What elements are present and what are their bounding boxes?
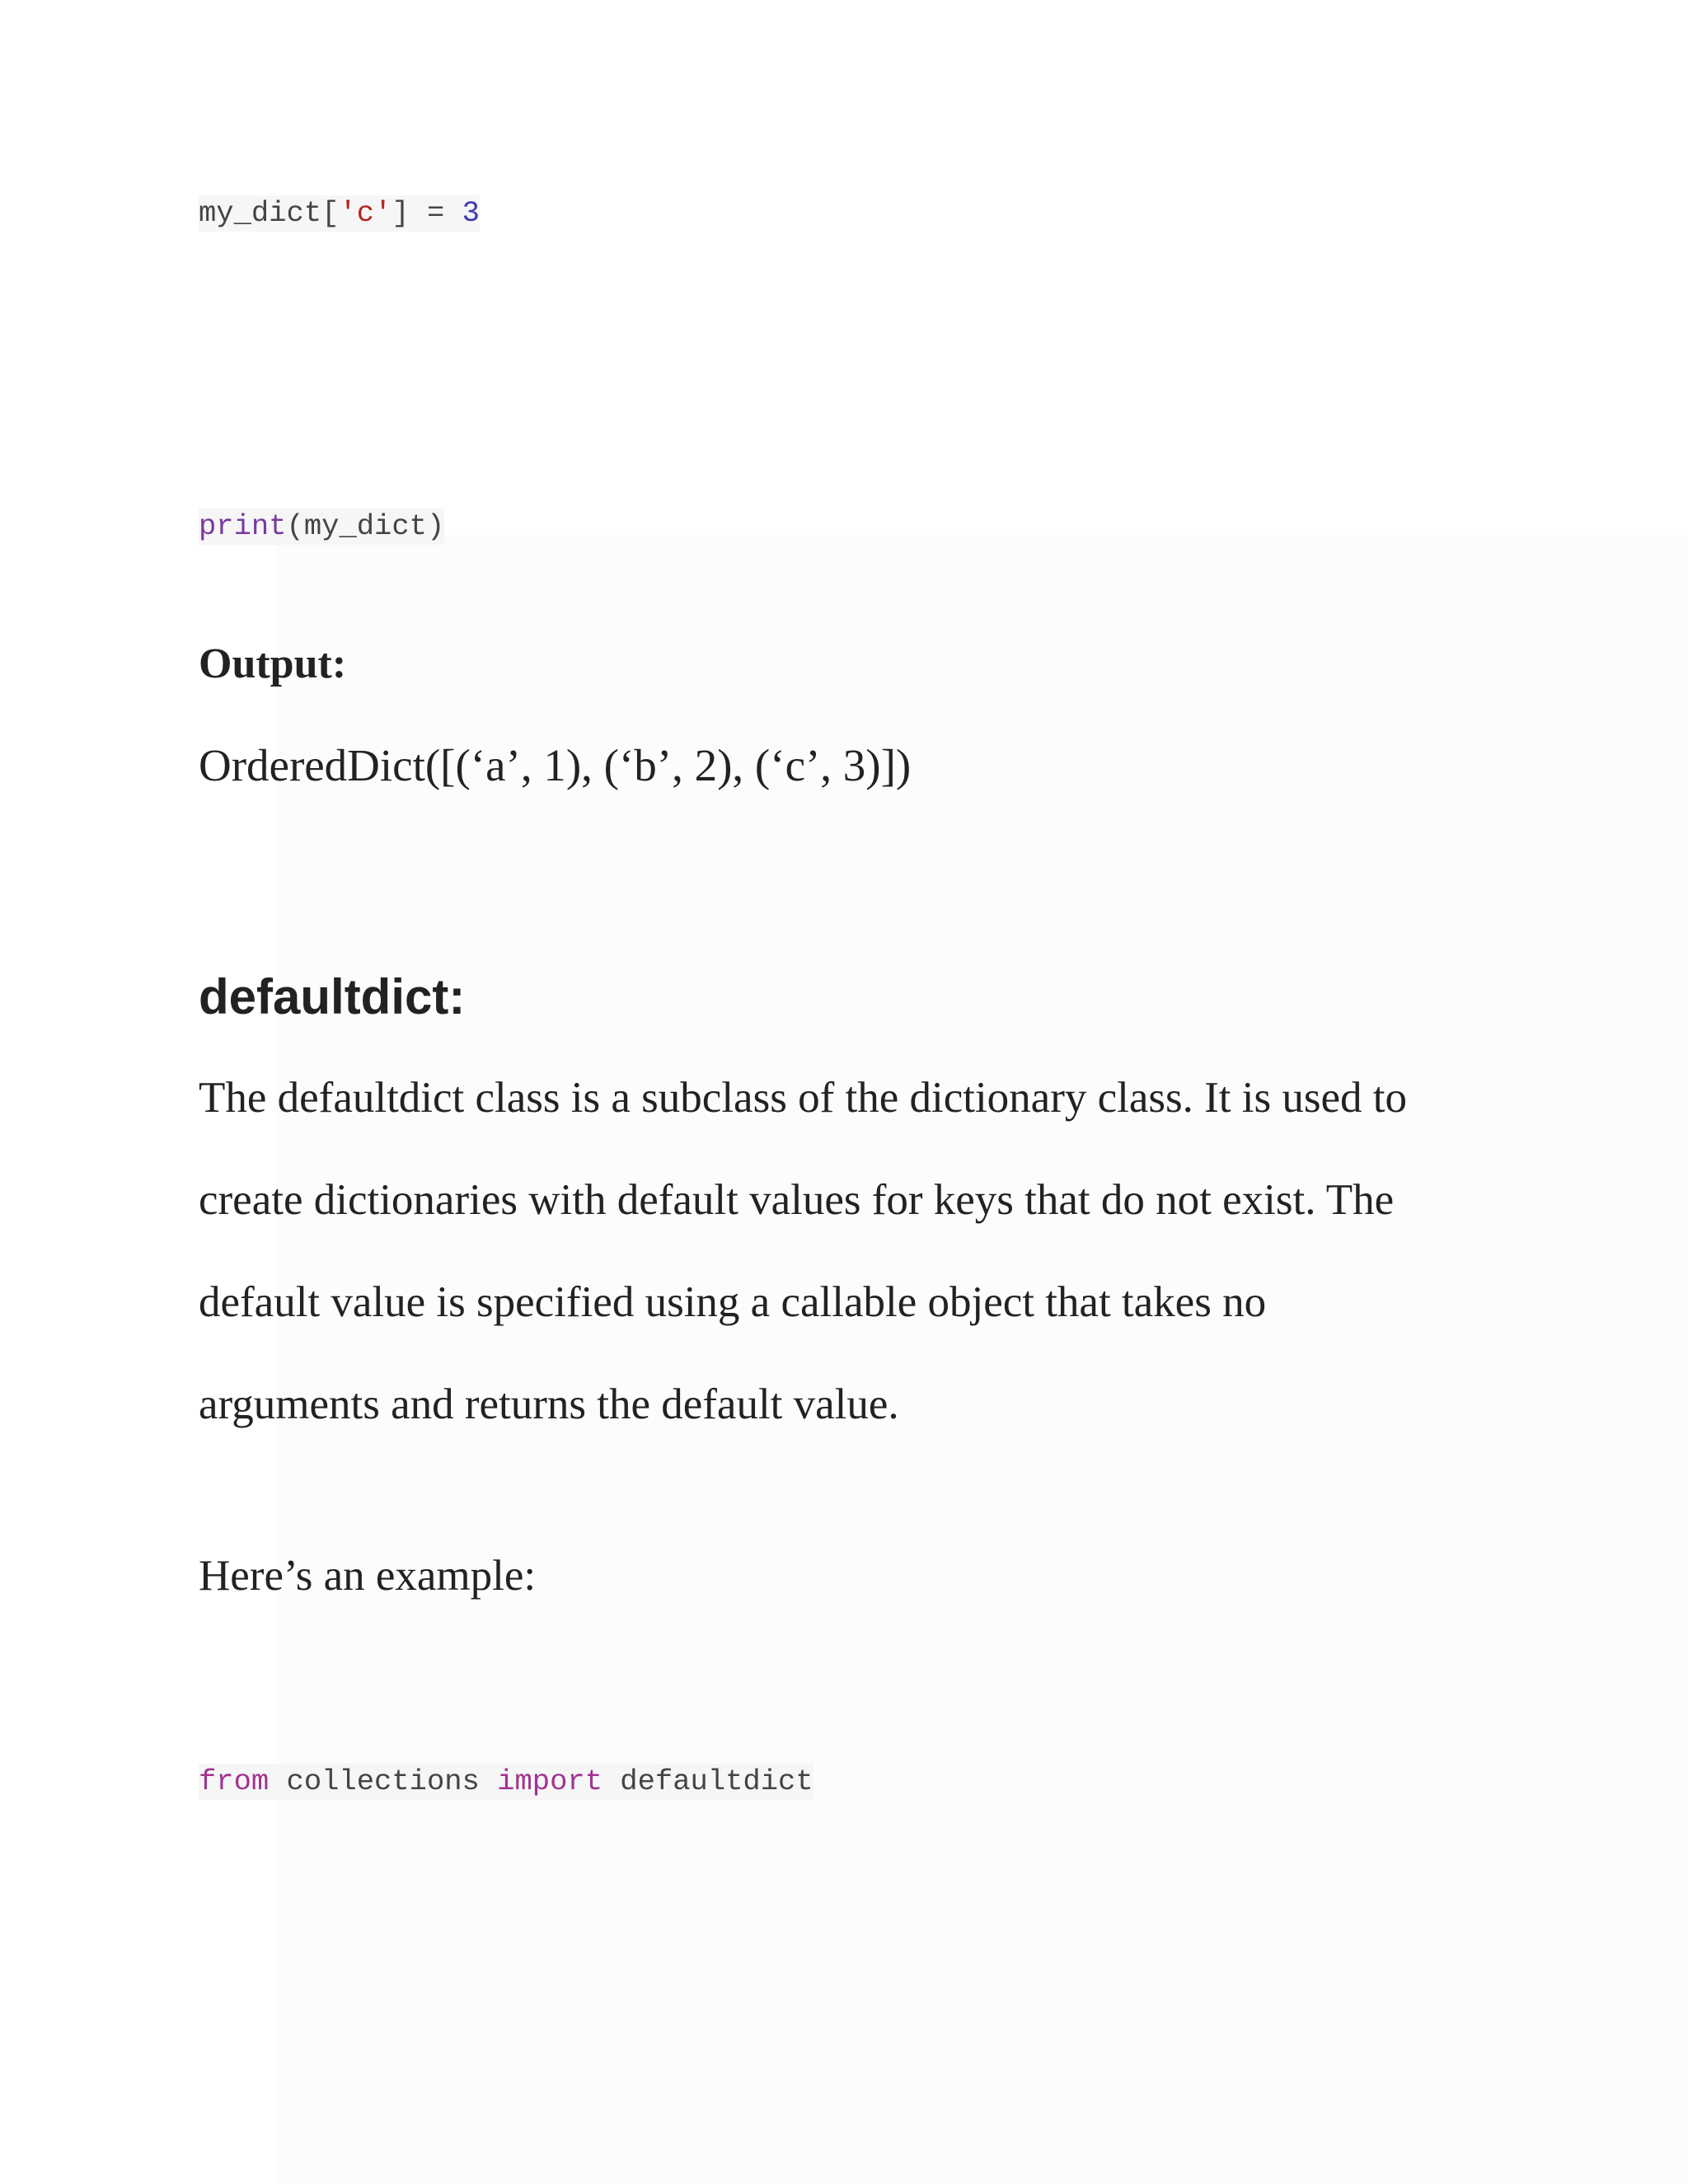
code-variable: my_dict <box>199 196 322 230</box>
code-bracket-close: ] <box>392 196 410 230</box>
code-args: (my_dict) <box>286 509 445 543</box>
code-line-assign <box>199 195 480 232</box>
code-keyword-from: from <box>199 1765 270 1798</box>
code-import-name: defaultdict <box>603 1765 814 1798</box>
code-string-key: 'c' <box>339 196 392 230</box>
paragraph-line: create dictionaries with default values for keys that do not exist. The <box>199 1176 1395 1224</box>
code-line-import <box>199 1764 814 1800</box>
code-function: print <box>199 509 287 543</box>
code-operator: = <box>409 196 462 230</box>
code-keyword-import: import <box>497 1765 603 1798</box>
code-number: 3 <box>462 196 480 230</box>
code-module: collections <box>269 1765 498 1798</box>
paragraph-line: arguments and returns the default value. <box>199 1380 899 1428</box>
output-value: OrderedDict([(‘a’, 1), (‘b’, 2), (‘c’, 3)]) <box>199 740 912 790</box>
code-line-print <box>199 509 444 545</box>
paragraph-line: default value is specified using a callable object that takes no <box>199 1278 1267 1326</box>
section-heading: defaultdict: <box>199 969 466 1024</box>
code-bracket-open: [ <box>321 196 340 230</box>
paragraph-line: The defaultdict class is a subclass of the dictionary class. It is used to <box>199 1074 1407 1122</box>
output-label: Output: <box>199 640 347 687</box>
section-paragraph <box>199 1047 1534 1455</box>
example-intro: Here’s an example: <box>199 1552 537 1600</box>
